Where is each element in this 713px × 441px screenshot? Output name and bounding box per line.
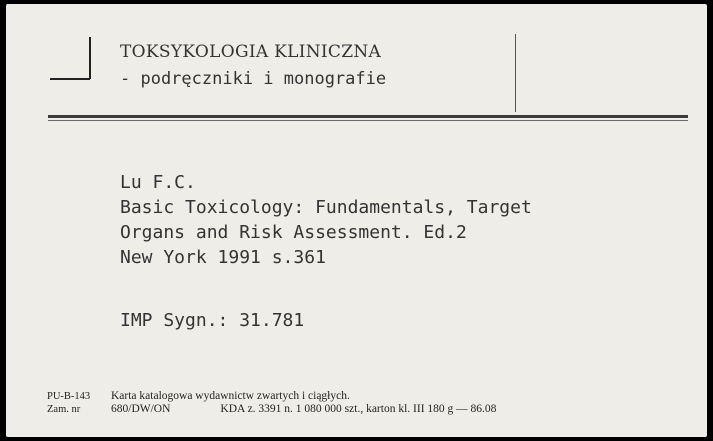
corner-mark-horizontal: [50, 78, 90, 80]
heading-rule: [48, 115, 688, 118]
entry-author: Lu F.C.: [120, 172, 196, 193]
entry-title-line1: Basic Toxicology: Fundamentals, Target: [120, 197, 532, 218]
print-info: KDA z. 3391 n. 1 080 000 szt., karton kl. III 180 g — 86.08: [220, 403, 497, 415]
form-description: Karta katalogowa wydawnictw zwartych i ciągłych.: [111, 390, 350, 402]
heading-rule-thin: [48, 120, 688, 121]
order-number: 680/DW/ON: [111, 403, 171, 415]
subject-subheading: - podręczniki i monografie: [120, 69, 387, 89]
call-number: IMP Sygn.: 31.781: [120, 310, 305, 331]
form-code: PU-B-143: [47, 391, 91, 402]
corner-mark-vertical: [89, 37, 91, 79]
order-label: Zam. nr: [47, 404, 81, 415]
card-footer: [47, 390, 496, 416]
subject-heading: TOKSYKOLOGIA KLINICZNA: [120, 42, 382, 62]
bibliographic-entry: [120, 170, 532, 270]
entry-imprint: New York 1991 s.361: [120, 247, 326, 268]
heading-divider: [515, 34, 516, 112]
entry-title-line2: Organs and Risk Assessment. Ed.2: [120, 222, 467, 243]
catalog-card: [6, 4, 707, 437]
